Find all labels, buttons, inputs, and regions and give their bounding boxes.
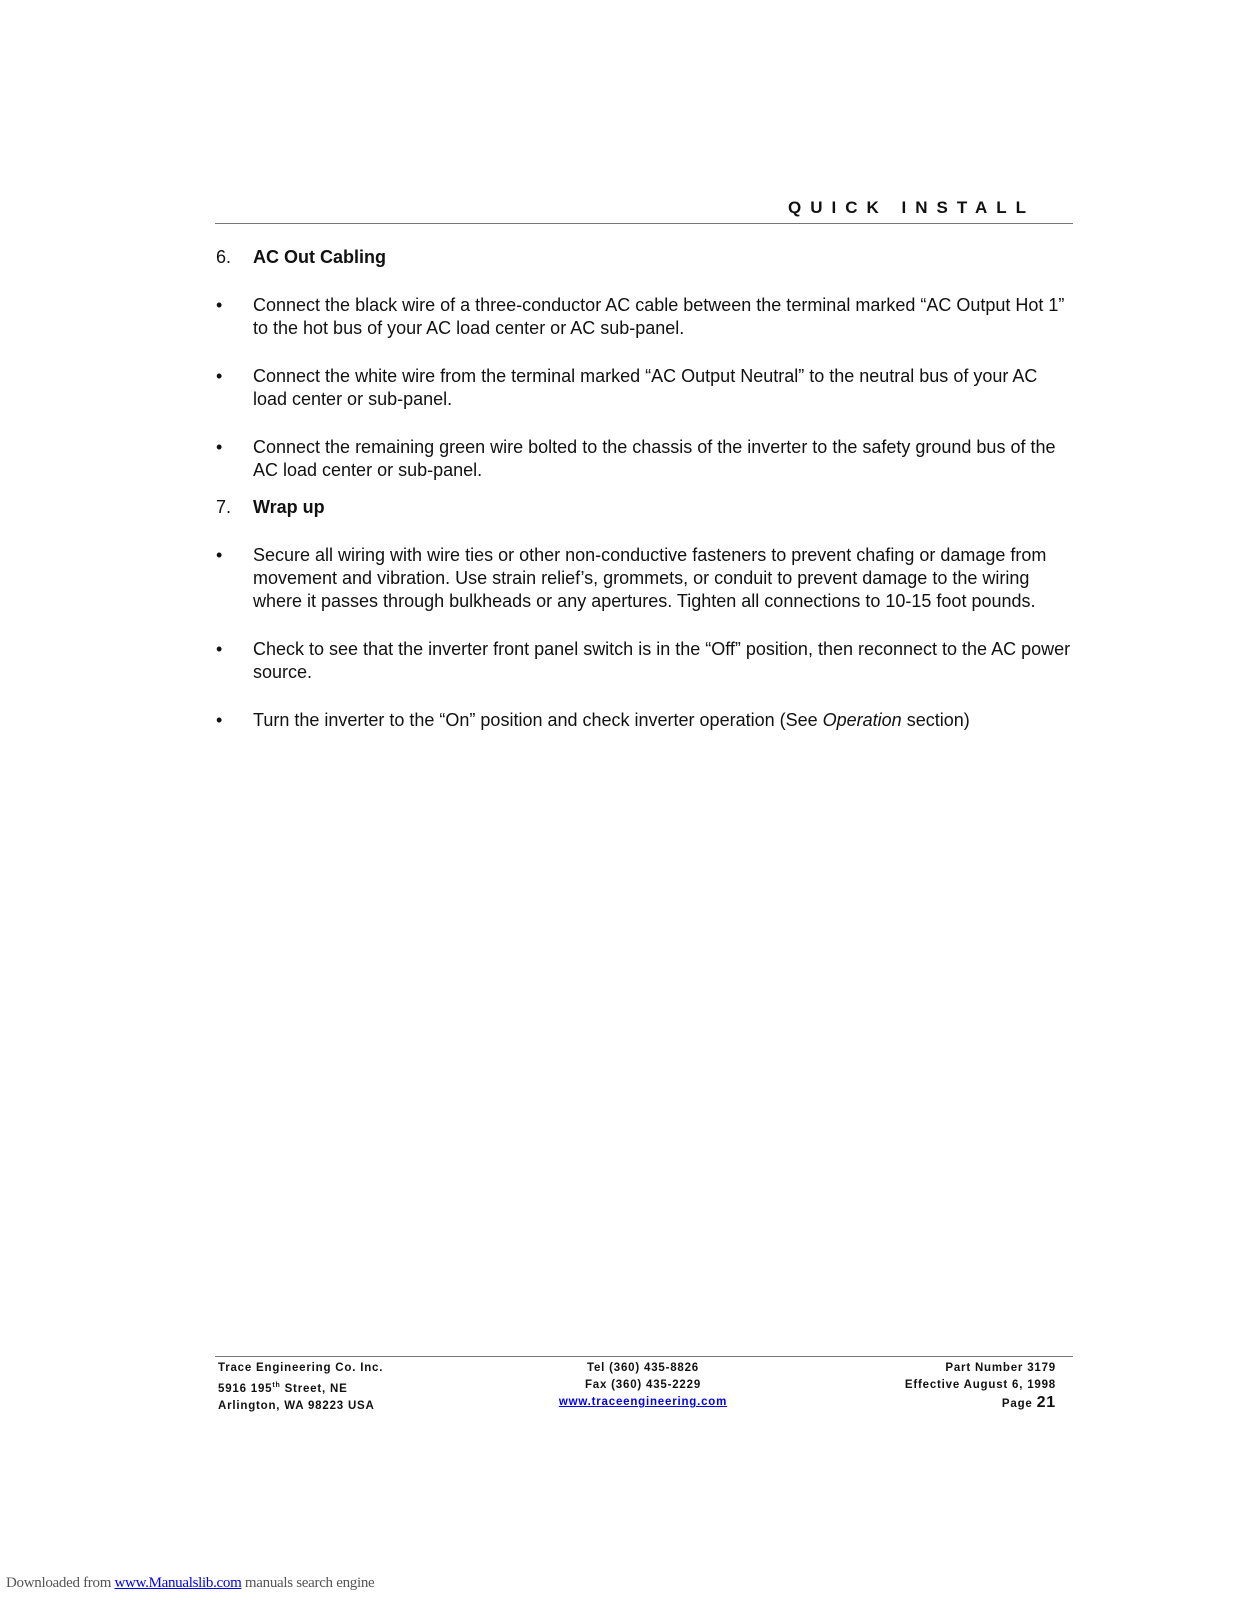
footer-divider xyxy=(215,1356,1073,1357)
list-item xyxy=(216,436,1076,482)
list-item xyxy=(216,365,1076,411)
section-number: 7. xyxy=(216,497,232,517)
page-number: 21 xyxy=(1036,1394,1056,1411)
footer-street: 5916 195th Street, NE xyxy=(218,1382,348,1395)
bullet-icon: • xyxy=(216,437,223,457)
list-item-text: Check to see that the inverter front panel switch is in the “Off” position, then reconnect to the AC power source. xyxy=(253,639,1071,682)
footer-document-info xyxy=(905,1360,1056,1413)
list-item-text: Connect the black wire of a three-conductor AC cable between the terminal marked “AC Output Hot 1” to the hot bus of your AC load center or AC sub-panel. xyxy=(253,295,1065,338)
list-item-text: Connect the remaining green wire bolted to the chassis of the inverter to the safety ground bus of the AC load center or sub-panel. xyxy=(253,437,1056,480)
manualslib-link[interactable]: www.Manualslib.com xyxy=(114,1575,242,1591)
list-item-text: Connect the white wire from the terminal marked “AC Output Neutral” to the neutral bus of your AC load center or sub-panel. xyxy=(253,366,1038,409)
list-item-text-after: section) xyxy=(901,710,970,730)
bullet-icon: • xyxy=(216,639,223,659)
header-divider xyxy=(215,223,1073,224)
operation-emphasis: Operation xyxy=(822,710,902,730)
footer-contact xyxy=(518,1360,768,1411)
list-item xyxy=(216,544,1076,613)
footer-city: Arlington, WA 98223 USA xyxy=(218,1399,375,1412)
list-item-text-before: Turn the inverter to the “On” position and check inverter operation (See xyxy=(253,710,823,730)
list-item-text xyxy=(253,709,1076,732)
footer-part-number: Part Number 3179 xyxy=(945,1362,1056,1374)
footer-company: Trace Engineering Co. Inc. xyxy=(218,1362,384,1374)
list-item xyxy=(216,294,1076,340)
list-item xyxy=(216,709,1076,732)
page-header-title: QUICK INSTALL xyxy=(787,198,1035,217)
footer-page xyxy=(905,1394,1056,1413)
download-watermark: Downloaded from www.Manualslib.com manuals search engine xyxy=(6,1575,375,1591)
section-heading-7 xyxy=(216,496,1076,519)
section-title: Wrap up xyxy=(253,497,325,517)
footer-tel: Tel (360) 435-8826 xyxy=(587,1362,699,1374)
list-item xyxy=(216,638,1076,684)
page-label: Page xyxy=(1001,1398,1033,1410)
footer-fax: Fax (360) 435-2229 xyxy=(584,1379,702,1391)
section-title: AC Out Cabling xyxy=(253,247,386,267)
bullet-icon: • xyxy=(216,710,223,730)
bullet-icon: • xyxy=(216,545,223,565)
section-number: 6. xyxy=(216,247,232,267)
footer-website-link[interactable]: www.traceengineering.com xyxy=(558,1396,728,1408)
section-heading-6 xyxy=(216,246,1076,269)
footer-effective-date: Effective August 6, 1998 xyxy=(904,1379,1056,1391)
bullet-icon: • xyxy=(216,366,223,386)
main-content xyxy=(216,246,1076,732)
list-item-text: Secure all wiring with wire ties or other non-conductive fasteners to prevent chafing or damage from movement and vibration. Use strain relief’s, grommets, or conduit to prevent damage to the wiring where it passes through bulkheads or any apertures. Tighten all connections to 10-15 foot pounds. xyxy=(253,545,1047,611)
footer-address xyxy=(218,1360,383,1415)
bullet-icon: • xyxy=(216,295,223,315)
